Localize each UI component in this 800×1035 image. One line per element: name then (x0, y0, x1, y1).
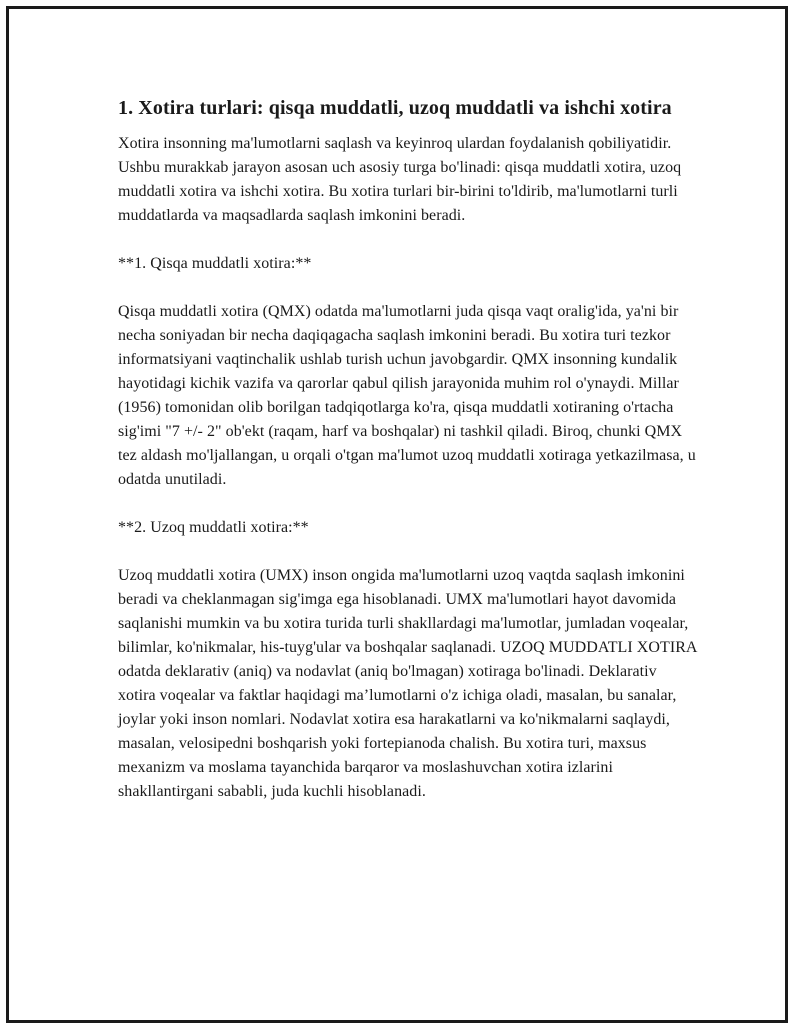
document-body (118, 94, 698, 828)
section2-heading: **2. Uzoq muddatli xotira:** (118, 519, 309, 536)
section2-paragraph: Uzoq muddatli xotira (UMX) inson ongida ma'lumotlarni uzoq vaqtda saqlash imkonini beradi va cheklanmagan sig'imga ega hisoblanadi. UMX ma'lumotlari hayot davomida saqlanishi mumkin va bu xotira turida turli shakllardagi ma'lumotlar, jumladan voqealar, bilimlar, ko'nikmalar, his-tuyg'ular va boshqalar saqlanadi. UZOQ MUDDATLI XOTIRA odatda deklarativ (aniq) va nodavlat (aniq bo'lmagan) xotiraga bo'linadi. Deklarativ xotira voqealar va faktlar haqidagi ma’lumotlarni o'z ichiga oladi, masalan, bu sanalar, joylar yoki inson nomlari. Nodavlat xotira esa harakatlarni va ko'nikmalarni saqlaydi, masalan, velosipedni boshqarish yoki fortepianoda chalish. Bu xotira turi, maxsus mexanizm va moslama tayanchida barqaror va moslashuvchan xotira izlarini shakllantirgani sababli, juda kuchli hisoblanadi. (118, 567, 697, 800)
section1-heading: **1. Qisqa muddatli xotira:** (118, 255, 312, 272)
intro-paragraph: Xotira insonning ma'lumotlarni saqlash va keyinroq ulardan foydalanish qobiliyatidir. Ushbu murakkab jarayon asosan uch asosiy turga bo'linadi: qisqa muddatli xotira, uzoq muddatli xotira va ishchi xotira. Bu xotira turlari bir-birini to'ldirib, ma'lumotlarni turli muddatlarda va maqsadlarda saqlash imkonini beradi. (118, 135, 682, 224)
section1-paragraph: Qisqa muddatli xotira (QMX) odatda ma'lumotlarni juda qisqa vaqt oralig'ida, ya'ni bir necha soniyadan bir necha daqiqagacha saqlash imkonini beradi. Bu xotira turi tezkor informatsiyani vaqtinchalik ushlab turish uchun javobgardir. QMX insonning kundalik hayotidagi kichik vazifa va qarorlar qabul qilish jarayonida muhim rol o'ynaydi. Millar (1956) tomonidan olib borilgan tadqiqotlarga ko'ra, qisqa muddatli xotiraning o'rtacha sig'imi "7 +/- 2" ob'ekt (raqam, harf va boshqalar) ni tashkil qiladi. Biroq, chunki QMX tez aldash mo'ljallangan, u orqali o'tgan ma'lumot uzoq muddatli xotiraga yetkazilmasa, u odatda unutiladi. (118, 303, 696, 488)
document-heading: 1. Xotira turlari: qisqa muddatli, uzoq muddatli va ishchi xotira (118, 97, 672, 119)
